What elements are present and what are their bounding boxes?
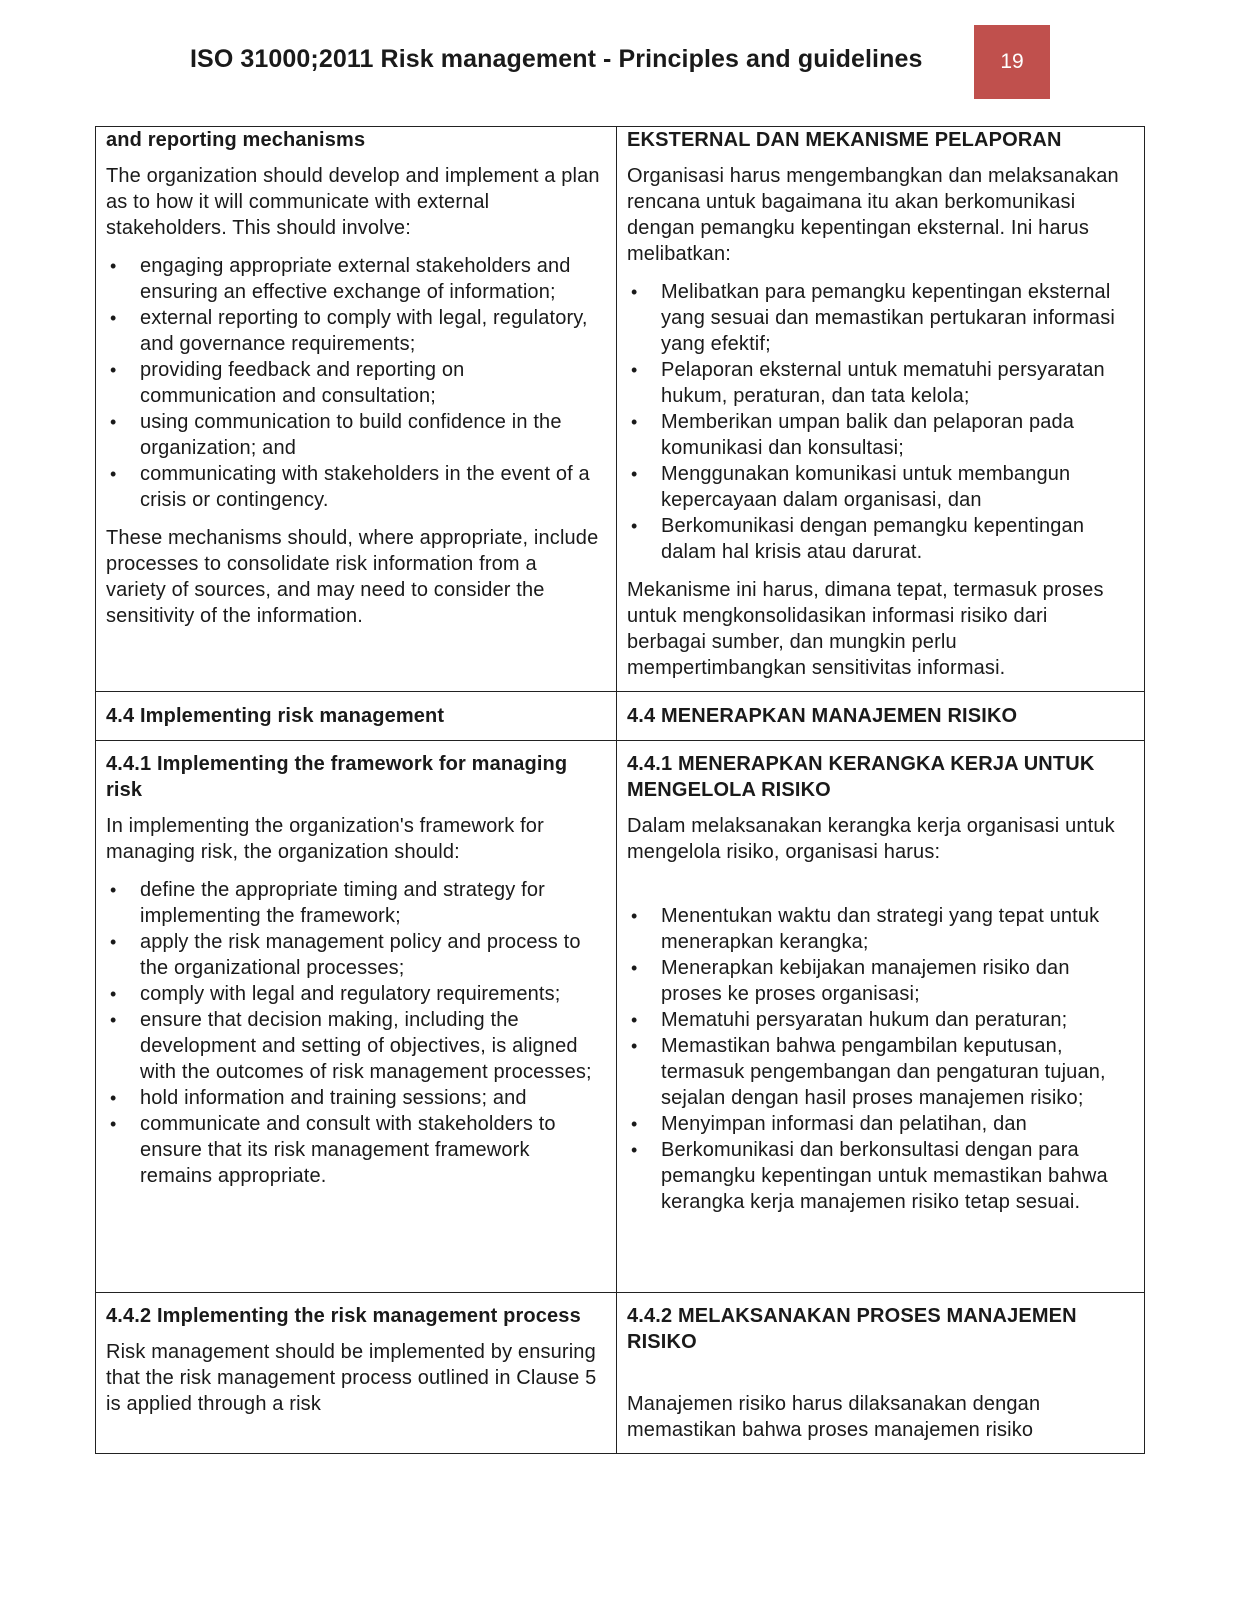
bullet-icon: • (631, 464, 638, 484)
cell-content (106, 1303, 602, 1451)
section-heading: 4.4 MENERAPKAN MANAJEMEN RISIKO (627, 705, 1018, 727)
bullet-icon: • (631, 516, 638, 536)
table-row (96, 127, 1145, 692)
bullet-list (627, 903, 1130, 1215)
bullet-icon: • (110, 360, 117, 380)
english-cell (96, 692, 617, 741)
bullet-icon: • (631, 1036, 638, 1056)
list-item: • Mematuhi persyaratan hukum dan peraturan; (631, 1009, 1068, 1031)
list-item: • comply with legal and regulatory requirements; (110, 983, 561, 1005)
section-heading: 4.4.1 MENERAPKAN KERANGKA KERJA UNTUK MENGELOLA RISIKO (627, 753, 1095, 801)
document-title: ISO 31000;2011 Risk management - Principles and guidelines (190, 45, 923, 73)
list-item: • engaging appropriate external stakeholders and ensuring an effective exchange of information; (110, 255, 571, 303)
table-row (96, 741, 1145, 1293)
bullet-icon: • (631, 1010, 638, 1030)
bullet-icon: • (631, 958, 638, 978)
bullet-icon: • (110, 464, 117, 484)
section-heading: 4.4.2 Implementing the risk management process (106, 1305, 581, 1327)
english-cell (96, 1293, 617, 1454)
list-item: • Menyimpan informasi dan pelatihan, dan (631, 1113, 1027, 1135)
section-heading: and reporting mechanisms (106, 129, 366, 151)
list-item: • Pelaporan eksternal untuk mematuhi persyaratan hukum, peraturan, dan tata kelola; (631, 359, 1105, 407)
bullet-icon: • (110, 256, 117, 276)
intro-paragraph: Manajemen risiko harus dilaksanakan dengan memastikan bahwa proses manajemen risiko (627, 1393, 1041, 1441)
closing-paragraph: These mechanisms should, where appropriate, include processes to consolidate risk information from a variety of sources, and may need to consider the sensitivity of the information. (106, 527, 599, 627)
list-item: • define the appropriate timing and strategy for implementing the framework; (110, 879, 545, 927)
bullet-icon: • (110, 880, 117, 900)
english-cell (96, 127, 617, 692)
indonesian-cell (617, 1293, 1145, 1454)
bullet-icon: • (110, 1010, 117, 1030)
bullet-icon: • (110, 1088, 117, 1108)
bullet-icon: • (631, 906, 638, 926)
list-item: • external reporting to comply with legal, regulatory, and governance requirements; (110, 307, 588, 355)
intro-paragraph: In implementing the organization's framework for managing risk, the organization should: (106, 815, 544, 863)
list-item: • Menggunakan komunikasi untuk membangun kepercayaan dalam organisasi, dan (631, 463, 1071, 511)
bullet-list (627, 279, 1130, 565)
list-item: • Berkomunikasi dengan pemangku kepentingan dalam hal krisis atau darurat. (631, 515, 1085, 563)
table-row (96, 692, 1145, 741)
list-item: • Menerapkan kebijakan manajemen risiko dan proses ke proses organisasi; (631, 957, 1070, 1005)
list-item: • Berkomunikasi dan berkonsultasi dengan para pemangku kepentingan untuk memastikan bahwa kerangka kerja manajemen risiko tetap sesuai. (631, 1139, 1108, 1213)
bullet-list (106, 877, 602, 1189)
english-cell (96, 741, 617, 1293)
section-heading: 4.4.2 MELAKSANAKAN PROSES MANAJEMEN RISIKO (627, 1305, 1077, 1353)
page-number-badge: 19 (974, 25, 1050, 99)
bullet-icon: • (631, 1140, 638, 1160)
list-item: • communicating with stakeholders in the event of a crisis or contingency. (110, 463, 590, 511)
bullet-icon: • (110, 308, 117, 328)
table-row (96, 1293, 1145, 1454)
section-heading: 4.4 Implementing risk management (106, 705, 445, 727)
bullet-icon: • (631, 412, 638, 432)
list-item: • ensure that decision making, including the development and setting of objectives, is aligned with the outcomes of risk management processes; (110, 1009, 592, 1083)
closing-paragraph: Mekanisme ini harus, dimana tepat, termasuk proses untuk mengkonsolidasikan informasi risiko dari berbagai sumber, dan mungkin perlu mempertimbangkan sensitivitas informasi. (627, 579, 1104, 679)
list-item: • using communication to build confidence in the organization; and (110, 411, 562, 459)
bullet-icon: • (110, 932, 117, 952)
list-item: • Memberikan umpan balik dan pelaporan pada komunikasi dan konsultasi; (631, 411, 1075, 459)
section-heading: EKSTERNAL DAN MEKANISME PELAPORAN (627, 129, 1062, 151)
list-item: • Melibatkan para pemangku kepentingan eksternal yang sesuai dan memastikan pertukaran informasi yang efektif; (631, 281, 1115, 355)
indonesian-cell (617, 127, 1145, 692)
page-header (0, 25, 1237, 99)
intro-paragraph: Dalam melaksanakan kerangka kerja organisasi untuk mengelola risiko, organisasi harus: (627, 815, 1115, 863)
intro-paragraph: The organization should develop and implement a plan as to how it will communicate with external stakeholders. This should involve: (106, 165, 600, 239)
list-item: • Menentukan waktu dan strategi yang tepat untuk menerapkan kerangka; (631, 905, 1100, 953)
intro-paragraph: Organisasi harus mengembangkan dan melaksanakan rencana untuk bagaimana itu akan berkomunikasi dengan pemangku kepentingan eksternal. Ini harus melibatkan: (627, 165, 1119, 265)
bullet-icon: • (110, 412, 117, 432)
list-item: • providing feedback and reporting on communication and consultation; (110, 359, 465, 407)
bullet-icon: • (110, 1114, 117, 1134)
section-heading: 4.4.1 Implementing the framework for managing risk (106, 753, 568, 801)
bullet-icon: • (110, 984, 117, 1004)
list-item: • hold information and training sessions; and (110, 1087, 527, 1109)
cell-content (627, 1303, 1130, 1451)
bullet-icon: • (631, 360, 638, 380)
list-item: • apply the risk management policy and process to the organizational processes; (110, 931, 581, 979)
list-item: • Memastikan bahwa pengambilan keputusan, termasuk pengembangan dan pengaturan tujuan, sejalan dengan hasil proses manajemen risiko; (631, 1035, 1106, 1109)
list-item: • communicate and consult with stakeholders to ensure that its risk management framework remains appropriate. (110, 1113, 556, 1187)
indonesian-cell (617, 741, 1145, 1293)
indonesian-cell (617, 692, 1145, 741)
bullet-icon: • (631, 282, 638, 302)
bullet-list (106, 253, 602, 513)
bilingual-table (95, 126, 1145, 1454)
intro-paragraph: Risk management should be implemented by ensuring that the risk management process outlined in Clause 5 is applied through a risk (106, 1341, 597, 1415)
bullet-icon: • (631, 1114, 638, 1134)
